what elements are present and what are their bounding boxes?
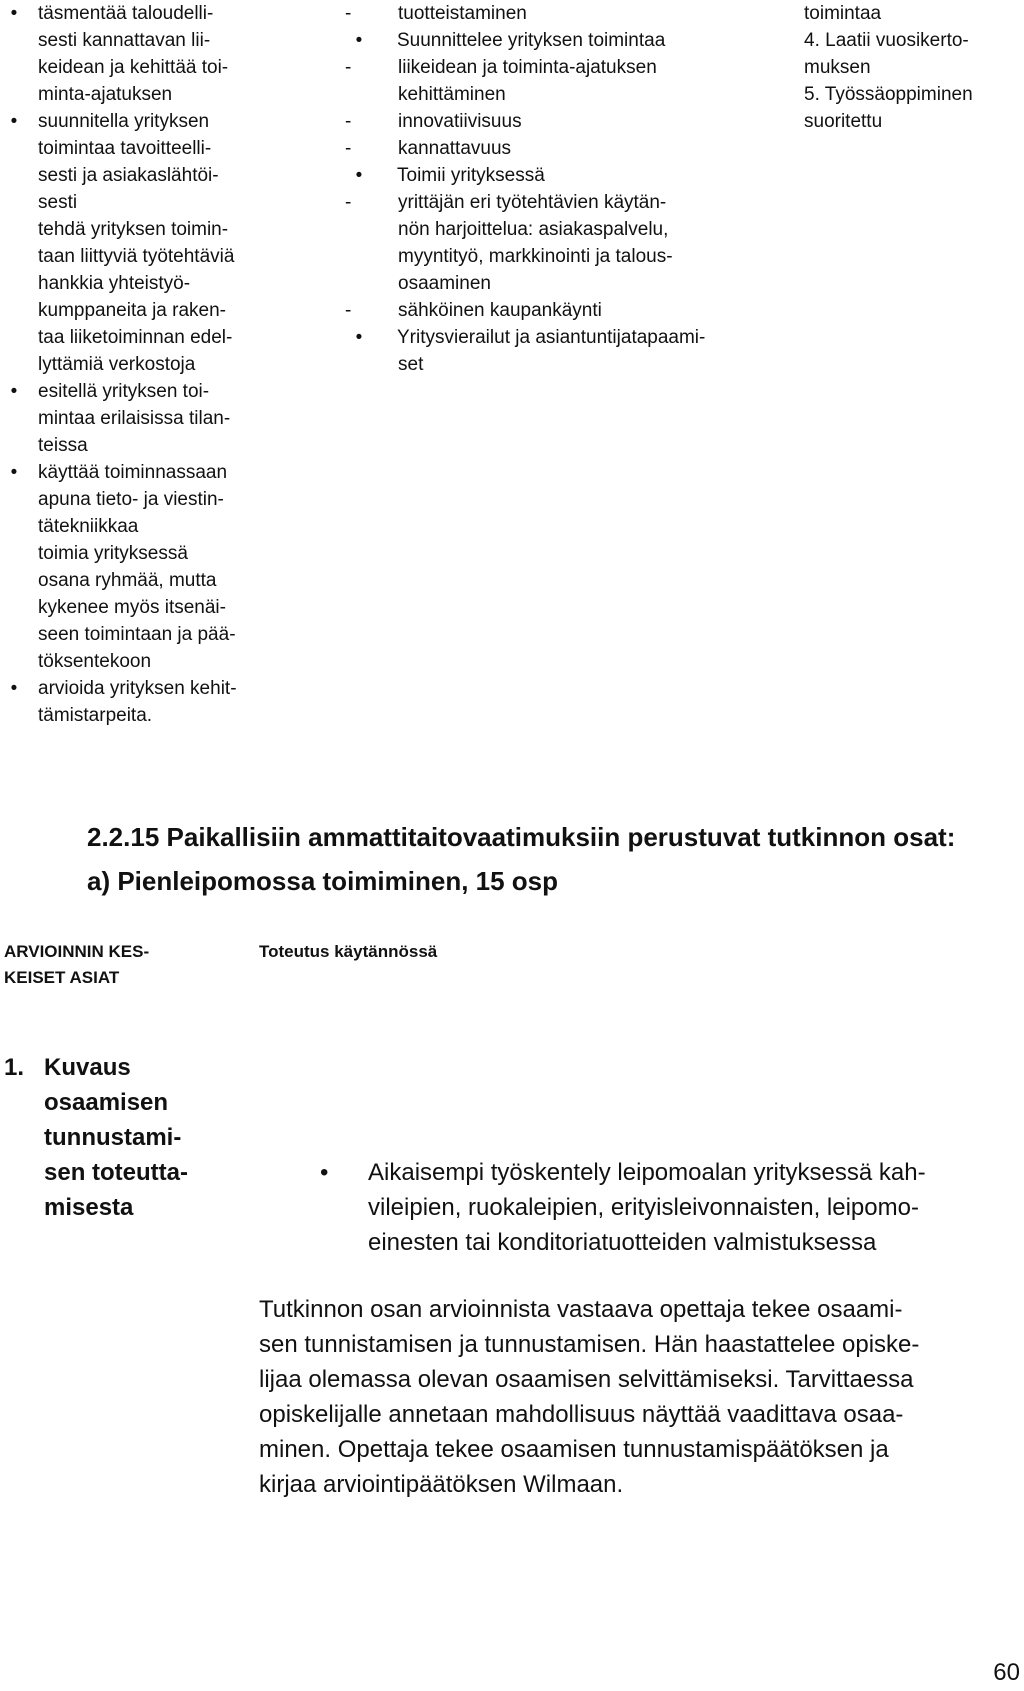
right-column-text: 5. Työssäoppiminen bbox=[804, 84, 973, 105]
dash-marker: - bbox=[345, 3, 352, 24]
item-bullet-line: Aikaisempi työskentely leipomoalan yrityksessä kah- bbox=[368, 1159, 926, 1186]
middle-column-text: nön harjoittelua: asiakaspalvelu, bbox=[398, 219, 669, 240]
left-column-text: taan liittyviä työtehtäviä bbox=[38, 246, 235, 267]
left-column-text: toimia yrityksessä bbox=[38, 543, 188, 564]
dash-marker: - bbox=[345, 111, 352, 132]
left-column-line bbox=[4, 351, 280, 378]
left-column-line bbox=[4, 459, 280, 486]
left-column-text: minta-ajatuksen bbox=[38, 84, 173, 105]
item-paragraph-line: sen tunnistamisen ja tunnustamisen. Hän haastattelee opiske- bbox=[259, 1331, 920, 1358]
right-column-text: suoritettu bbox=[804, 111, 883, 132]
bullet-icon: • bbox=[10, 3, 18, 24]
left-column-line bbox=[4, 27, 280, 54]
left-column-text: täsmentää taloudelli- bbox=[38, 3, 214, 24]
left-column-line bbox=[4, 189, 280, 216]
left-column-line bbox=[4, 405, 280, 432]
dash-marker: - bbox=[345, 300, 352, 321]
left-column-text: toimintaa tavoitteelli- bbox=[38, 138, 212, 159]
middle-column bbox=[345, 0, 780, 378]
bullet-icon: • bbox=[355, 327, 363, 348]
bullet-icon: • bbox=[355, 30, 363, 51]
left-column-line bbox=[4, 567, 280, 594]
middle-column-line bbox=[345, 108, 780, 135]
bullet-icon: • bbox=[10, 678, 18, 699]
middle-column-text: osaaminen bbox=[398, 273, 491, 294]
dash-marker: - bbox=[345, 138, 352, 159]
middle-column-line bbox=[345, 189, 780, 216]
middle-column-text: Toimii yrityksessä bbox=[397, 165, 545, 186]
left-column-text: tehdä yrityksen toimin- bbox=[38, 219, 229, 240]
left-column-text: lyttämiä verkostoja bbox=[38, 354, 196, 375]
middle-column-text: Yritysvierailut ja asiantuntijatapaami- bbox=[397, 327, 706, 348]
bullet-icon: • bbox=[320, 1159, 329, 1186]
bullet-icon: • bbox=[10, 381, 18, 402]
item-paragraph-line: kirjaa arviointipäätöksen Wilmaan. bbox=[259, 1471, 624, 1498]
left-column-text: seen toimintaan ja pää- bbox=[38, 624, 236, 645]
left-column-line bbox=[4, 216, 280, 243]
middle-column-text: tuotteistaminen bbox=[398, 3, 527, 24]
left-column-text: tätekniikkaa bbox=[38, 516, 139, 537]
left-column-text: sesti ja asiakaslähtöi- bbox=[38, 165, 219, 186]
middle-column-line bbox=[345, 270, 780, 297]
middle-column-line bbox=[345, 216, 780, 243]
left-column-text: arvioida yrityksen kehit- bbox=[38, 678, 237, 699]
dash-marker: - bbox=[345, 192, 352, 213]
dash-marker: - bbox=[345, 57, 352, 78]
table-header-left bbox=[4, 939, 149, 991]
left-column-line bbox=[4, 270, 280, 297]
right-column-line bbox=[804, 27, 1020, 54]
left-column-text: taa liiketoiminnan edel- bbox=[38, 327, 233, 348]
left-column-text: hankkia yhteistyö- bbox=[38, 273, 191, 294]
left-column-line bbox=[4, 675, 280, 702]
middle-column-line bbox=[345, 351, 780, 378]
left-column-line bbox=[4, 513, 280, 540]
right-column-line bbox=[804, 54, 1020, 81]
middle-column-line bbox=[345, 324, 780, 351]
left-column-text: keidean ja kehittää toi- bbox=[38, 57, 229, 78]
left-column-line bbox=[4, 702, 280, 729]
left-column-line bbox=[4, 243, 280, 270]
left-column-line bbox=[4, 54, 280, 81]
right-column-text: muksen bbox=[804, 57, 871, 78]
item-number: 1. bbox=[4, 1054, 25, 1081]
bullet-icon: • bbox=[355, 165, 363, 186]
section-heading-line1: 2.2.15 Paikallisiin ammattitaitovaatimuksiin perustuvat tutkinnon osat: bbox=[87, 822, 956, 852]
middle-column-text: Suunnittelee yrityksen toimintaa bbox=[397, 30, 666, 51]
left-column-line bbox=[4, 81, 280, 108]
middle-column-text: myyntityö, markkinointi ja talous- bbox=[398, 246, 673, 267]
item-paragraph-line: lijaa olemassa olevan osaamisen selvittämiseksi. Tarvittaessa bbox=[259, 1366, 914, 1393]
middle-column-line bbox=[345, 243, 780, 270]
left-column-text: kumppaneita ja raken- bbox=[38, 300, 226, 321]
middle-column-text: innovatiivisuus bbox=[398, 111, 522, 132]
left-column-text: töksentekoon bbox=[38, 651, 152, 672]
middle-column-line bbox=[345, 27, 780, 54]
item-paragraph-line: Tutkinnon osan arvioinnista vastaava opettaja tekee osaami- bbox=[259, 1296, 903, 1323]
left-column-text: sesti kannattavan lii- bbox=[38, 30, 211, 51]
middle-column-text: kannattavuus bbox=[398, 138, 512, 159]
table-header-left-line1: ARVIOINNIN KES- bbox=[4, 942, 150, 961]
bullet-icon: • bbox=[10, 462, 18, 483]
right-column-text: 4. Laatii vuosikerto- bbox=[804, 30, 969, 51]
left-column-line bbox=[4, 324, 280, 351]
item-bullet-line: vileipien, ruokaleipien, erityisleivonnaisten, leipomo- bbox=[368, 1194, 919, 1221]
left-column-text: sesti bbox=[38, 192, 78, 213]
middle-column-line bbox=[345, 54, 780, 81]
left-column-line bbox=[4, 108, 280, 135]
right-column-line bbox=[804, 81, 1020, 108]
left-column-text: suunnitella yrityksen bbox=[38, 111, 210, 132]
middle-column-text: sähköinen kaupankäynti bbox=[398, 300, 602, 321]
left-column-text: kykenee myös itsenäi- bbox=[38, 597, 226, 618]
left-column-line bbox=[4, 297, 280, 324]
table-header-left-line2: KEISET ASIAT bbox=[4, 968, 120, 987]
left-column-line bbox=[4, 621, 280, 648]
section-heading bbox=[87, 815, 955, 903]
right-column bbox=[804, 0, 1020, 135]
left-column-line bbox=[4, 432, 280, 459]
left-column-text: teissa bbox=[38, 435, 88, 456]
item-label-line: tunnustami- bbox=[44, 1124, 182, 1151]
item-label-line: sen toteutta- bbox=[44, 1159, 188, 1186]
right-column-line bbox=[804, 108, 1020, 135]
middle-column-line bbox=[345, 0, 780, 27]
left-column-line bbox=[4, 378, 280, 405]
table-header-right: Toteutus käytännössä bbox=[259, 942, 438, 961]
item-paragraph-line: opiskelijalle annetaan mahdollisuus näyttää vaadittava osaa- bbox=[259, 1401, 904, 1428]
right-column-line bbox=[804, 0, 1020, 27]
left-column-text: mintaa erilaisissa tilan- bbox=[38, 408, 231, 429]
bullet-icon: • bbox=[10, 111, 18, 132]
left-column-line bbox=[4, 135, 280, 162]
item-label-line: misesta bbox=[44, 1194, 134, 1221]
item-paragraph bbox=[259, 1292, 1019, 1502]
left-column-line bbox=[4, 540, 280, 567]
left-column-text: osana ryhmää, mutta bbox=[38, 570, 217, 591]
left-column-line bbox=[4, 594, 280, 621]
item-label-line: Kuvaus bbox=[44, 1054, 131, 1081]
item-label-line: osaamisen bbox=[44, 1089, 169, 1116]
middle-column-text: yrittäjän eri työtehtävien käytän- bbox=[398, 192, 667, 213]
right-column-text: toimintaa bbox=[804, 3, 882, 24]
middle-column-line bbox=[345, 162, 780, 189]
left-column-line bbox=[4, 648, 280, 675]
page-number: 60 bbox=[993, 1659, 1020, 1686]
left-column-text: tämistarpeita. bbox=[38, 705, 153, 726]
left-column-line bbox=[4, 486, 280, 513]
left-column bbox=[4, 0, 280, 729]
left-column-text: apuna tieto- ja viestin- bbox=[38, 489, 224, 510]
section-heading-line2: a) Pienleipomossa toimiminen, 15 osp bbox=[87, 866, 559, 896]
left-column-line bbox=[4, 162, 280, 189]
item-bullet-line: einesten tai konditoriatuotteiden valmistuksessa bbox=[368, 1229, 877, 1256]
left-column-text: käyttää toiminnassaan bbox=[38, 462, 228, 483]
middle-column-text: set bbox=[398, 354, 424, 375]
left-column-text: esitellä yrityksen toi- bbox=[38, 381, 210, 402]
middle-column-text: kehittäminen bbox=[398, 84, 506, 105]
middle-column-text: liikeidean ja toiminta-ajatuksen bbox=[398, 57, 657, 78]
item-paragraph-line: minen. Opettaja tekee osaamisen tunnustamispäätöksen ja bbox=[259, 1436, 889, 1463]
middle-column-line bbox=[345, 135, 780, 162]
left-column-line bbox=[4, 0, 280, 27]
middle-column-line bbox=[345, 297, 780, 324]
middle-column-line bbox=[345, 81, 780, 108]
